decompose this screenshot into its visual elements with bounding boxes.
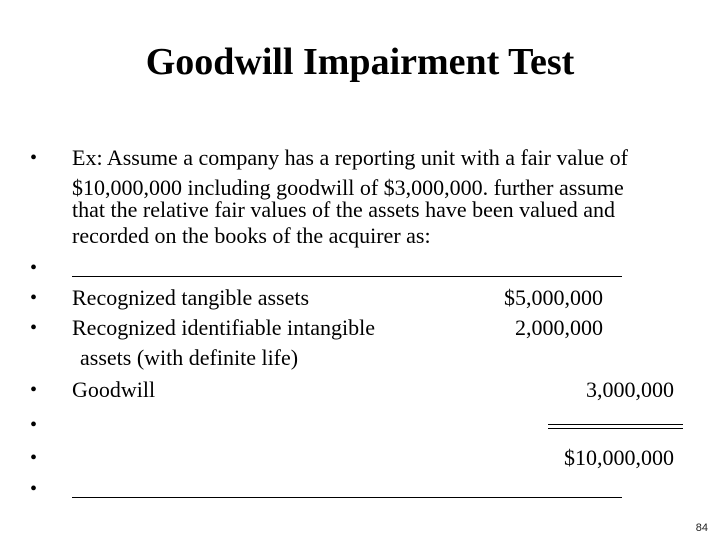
intro-line: that the relative fair values of the assets have been valued and	[72, 197, 616, 222]
bullet-icon: •	[30, 478, 38, 500]
bullet-icon: •	[30, 379, 38, 401]
bullet-icon: •	[30, 414, 38, 436]
total-double-rule	[548, 424, 683, 429]
intro-line: $10,000,000 including goodwill of $3,000,000. further assume	[72, 175, 624, 200]
table-bottom-rule	[72, 497, 622, 498]
total-amount: $10,000,000	[564, 445, 674, 470]
slide-title: Goodwill Impairment Test	[145, 41, 575, 83]
row-label-tangible: Recognized tangible assets	[72, 285, 310, 310]
row-amount-goodwill: 3,000,000	[586, 377, 674, 402]
row-label-intangible: Recognized identifiable intangible	[72, 315, 376, 340]
bullet-icon: •	[30, 257, 38, 279]
page-number: 84	[695, 522, 708, 534]
row-amount-tangible: $5,000,000	[504, 285, 603, 310]
bullet-icon: •	[30, 147, 38, 169]
intro-line: Ex: Assume a company has a reporting unit with a fair value of	[72, 145, 628, 170]
table-top-rule	[72, 276, 622, 277]
intro-line: recorded on the books of the acquirer as:	[72, 223, 431, 248]
row-label-intangible-cont: assets (with definite life)	[80, 345, 299, 370]
bullet-icon: •	[30, 447, 38, 469]
row-label-goodwill: Goodwill	[72, 377, 156, 402]
bullet-icon: •	[30, 317, 38, 339]
bullet-icon: •	[30, 287, 38, 309]
row-amount-intangible: 2,000,000	[515, 315, 603, 340]
